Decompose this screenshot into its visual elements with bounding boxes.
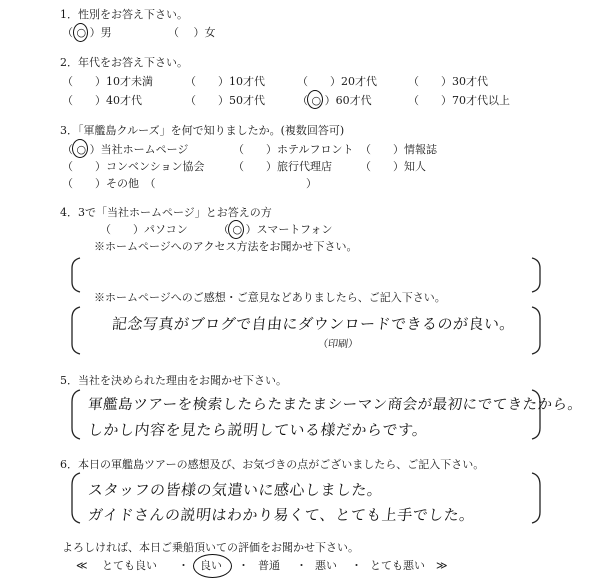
impression-answer-line-1: スタッフの皆様の気遣いに感心しました。 (87, 481, 384, 499)
question-5-title: 5．当社を決められた理由をお聞かせ下さい。 (60, 374, 287, 387)
option-company-homepage[interactable]: （ ○ ）当社ホームページ (62, 143, 189, 156)
option-female[interactable]: （ ）女 (168, 26, 216, 39)
reason-answer-line-1: 軍艦島ツアーを検索したらたまたまシーマン商会が最初にでてきたから。 (87, 397, 584, 413)
option-magazine[interactable]: （ ）情報誌 (360, 143, 437, 156)
homepage-comment-line-2: （印刷） (317, 339, 359, 350)
option-age-60s[interactable]: （ ○ ）60才代 (297, 94, 372, 107)
question-4-title: 4．3で「当社ホームページ」とお答えの方 (60, 206, 272, 219)
rating-very-good[interactable]: とても良い (102, 559, 157, 572)
rating-prompt: よろしければ、本日ご乗船頂いての評価をお聞かせ下さい。 (62, 541, 359, 554)
question-2-title: 2．年代をお答え下さい。 (60, 56, 188, 69)
access-method-prompt: ※ホームページへのアクセス方法をお聞かせ下さい。 (94, 240, 358, 253)
rating-open-bracket: ≪ (76, 559, 88, 572)
option-age-10s[interactable]: （ ）10才代 (185, 75, 265, 88)
selected-mark (193, 554, 232, 578)
option-pc[interactable]: （ ）パソコン (100, 223, 188, 236)
option-hotel-front[interactable]: （ ）ホテルフロント (233, 143, 354, 156)
selected-mark (228, 220, 244, 239)
option-smartphone[interactable]: （ ○ ）スマートフォン (218, 223, 333, 236)
rating-bad[interactable]: 悪い (315, 559, 337, 572)
homepage-comment-prompt: ※ホームページへのご感想・ご意見などありましたら、ご記入下さい。 (94, 291, 446, 304)
question-3-title: 3．「軍艦島クルーズ」を何で知りましたか。(複数回答可) (60, 124, 345, 137)
option-other[interactable]: （ ）その他 （ (62, 177, 156, 190)
option-other-close: ） (306, 177, 317, 190)
rating-very-bad[interactable]: とても悪い (370, 559, 425, 572)
option-age-70-plus[interactable]: （ ）70才代以上 (408, 94, 510, 107)
option-travel-agency[interactable]: （ ）旅行代理店 (233, 160, 332, 173)
rating-normal[interactable]: 普通 (258, 559, 280, 572)
rating-separator: ・ (238, 559, 249, 572)
question-6-title: 6．本日の軍艦島ツアーの感想及び、お気づきの点がございましたら、ご記入下さい。 (60, 458, 485, 471)
selected-mark (72, 139, 88, 158)
reason-answer-line-2: しかし内容を見たら説明している様だからです。 (87, 421, 429, 439)
option-age-30s[interactable]: （ ）30才代 (408, 75, 488, 88)
impression-answer-line-2: ガイドさんの説明はわかり易くて、とても上手でした。 (87, 506, 476, 524)
option-male[interactable]: （ ○ ）男 (62, 26, 112, 39)
selected-mark (307, 90, 323, 109)
rating-separator: ・ (178, 559, 189, 572)
option-age-under-10[interactable]: （ ）10才未満 (62, 75, 153, 88)
rating-separator: ・ (296, 559, 307, 572)
option-convention-association[interactable]: （ ）コンベンション協会 (62, 160, 205, 173)
option-age-50s[interactable]: （ ）50才代 (185, 94, 265, 107)
selected-mark (73, 23, 88, 42)
option-age-20s[interactable]: （ ）20才代 (297, 75, 377, 88)
option-acquaintance[interactable]: （ ）知人 (360, 160, 426, 173)
option-age-40s[interactable]: （ ）40才代 (62, 94, 142, 107)
rating-separator: ・ (351, 559, 362, 572)
homepage-comment-line-1: 記念写真がブログで自由にダウンロードできるのが良い。 (111, 315, 516, 333)
question-1-title: 1．性別をお答え下さい。 (60, 8, 188, 21)
rating-close-bracket: ≫ (436, 559, 448, 572)
rating-good[interactable]: 良い (200, 559, 222, 572)
